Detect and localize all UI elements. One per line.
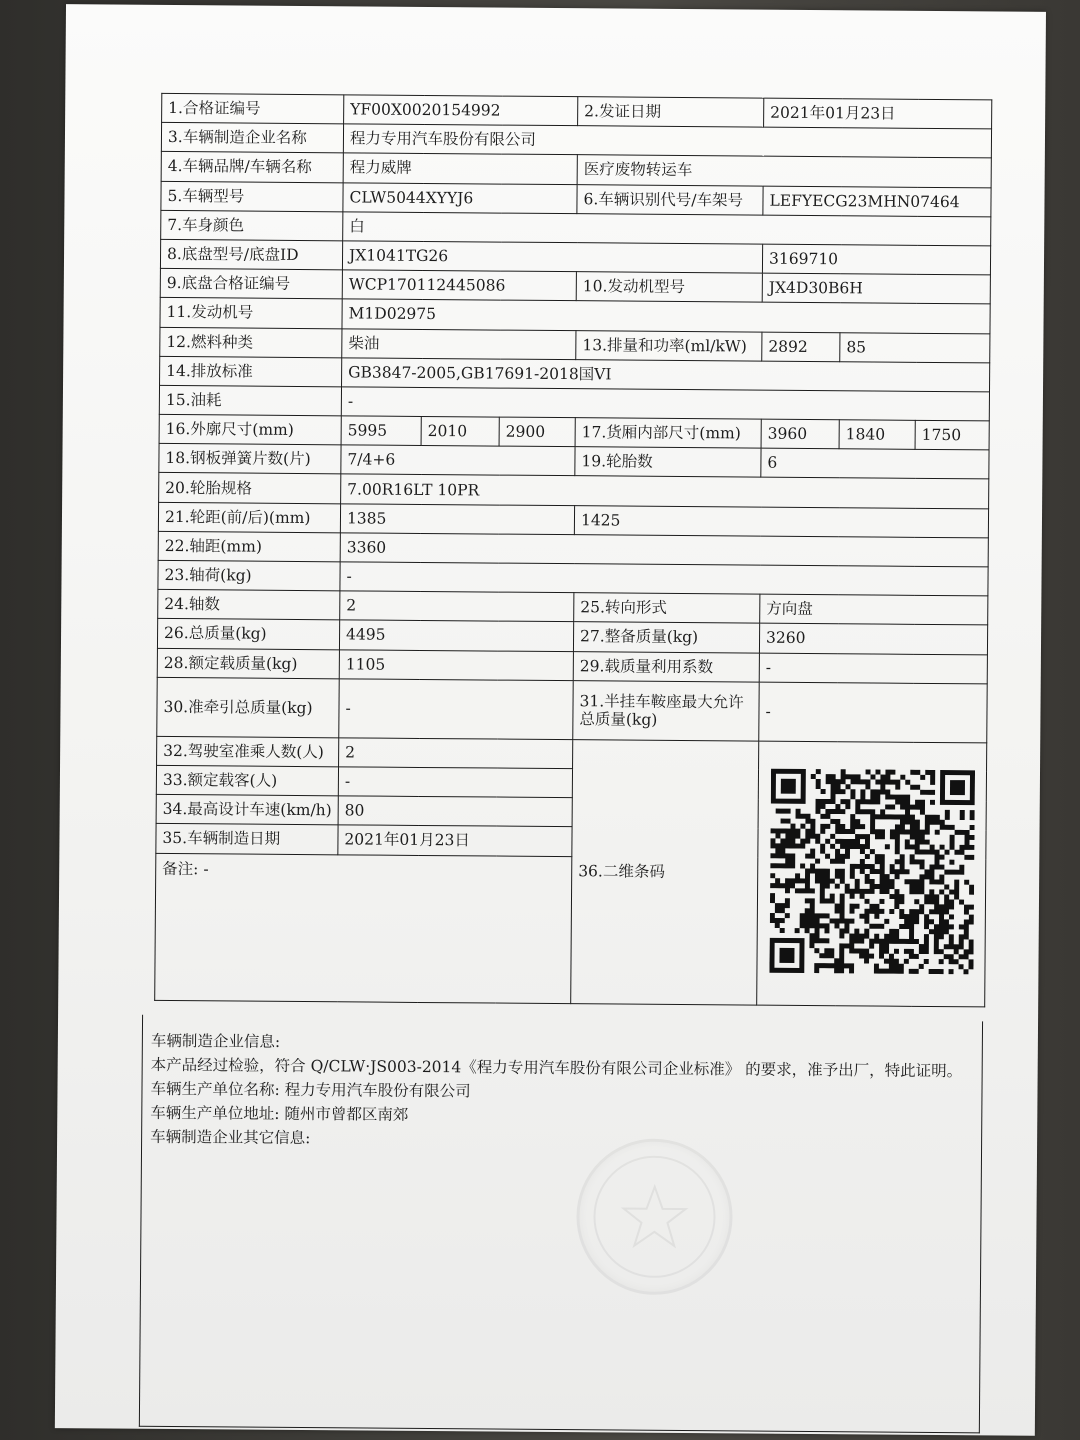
f29-value: - [759, 653, 987, 684]
f35-label: 35.车辆制造日期 [156, 824, 338, 855]
f15-label: 15.油耗 [159, 385, 341, 416]
f34-label: 34.最高设计车速(km/h) [156, 795, 338, 826]
f14-value: GB3847-2005,GB17691-2018国VI [342, 358, 990, 392]
f18-value: 7/4+6 [341, 445, 575, 476]
f2-value: 2021年01月23日 [764, 98, 992, 129]
f27-label: 27.整备质量(kg) [573, 622, 759, 653]
f17-label: 17.货厢内部尺寸(mm) [575, 418, 761, 449]
f17-width: 1840 [839, 420, 915, 450]
f6-value: LEFYECG23MHN07464 [763, 186, 991, 217]
f8-label: 8.底盘型号/底盘ID [160, 239, 342, 270]
f34-value: 80 [338, 796, 572, 827]
seal-star-icon [579, 1141, 730, 1292]
f28-label: 28.额定载质量(kg) [157, 648, 339, 679]
f32-value: 2 [339, 738, 573, 769]
remark: 备注: - [155, 853, 572, 1003]
f26-label: 26.总质量(kg) [157, 619, 339, 650]
row-30 [157, 677, 987, 743]
f29-label: 29.载质量利用系数 [573, 651, 759, 682]
certificate-table [154, 93, 992, 1007]
f30-label: 30.准牵引总质量(kg) [157, 677, 339, 737]
manufacturer-info-box [139, 1015, 983, 1434]
f12-value: 柴油 [342, 328, 576, 359]
f33-value: - [338, 767, 572, 798]
f8-id: 3169710 [762, 244, 990, 275]
f28-value: 1105 [339, 649, 573, 680]
certificate-table-area [154, 93, 991, 1017]
f19-label: 19.轮胎数 [575, 447, 761, 478]
f30-value: - [339, 679, 573, 740]
qr-code-cell [757, 741, 987, 1007]
f16-label: 16.外廓尺寸(mm) [159, 414, 341, 445]
f6-label: 6.车辆识别代号/车架号 [577, 184, 763, 215]
f12-label: 12.燃料种类 [160, 327, 342, 358]
f13-power: 85 [840, 332, 990, 362]
f25-value: 方向盘 [760, 594, 988, 625]
info-heading: 车辆制造企业信息: [150, 1031, 281, 1051]
f31-value: - [759, 682, 987, 743]
f1-label: 1.合格证编号 [162, 93, 344, 124]
f22-label: 22.轴距(mm) [158, 531, 340, 562]
f17-length: 3960 [761, 419, 839, 449]
f13-label: 13.排量和功率(ml/kW) [576, 330, 762, 361]
f9-label: 9.底盘合格证编号 [160, 269, 342, 300]
f13-displacement: 2892 [762, 332, 840, 362]
f33-label: 33.额定载客(人) [156, 765, 338, 796]
certificate-paper [55, 4, 1046, 1436]
f16-length: 5995 [341, 416, 421, 446]
f11-label: 11.发动机号 [160, 298, 342, 329]
f22-value: 3360 [340, 533, 988, 567]
f10-value: JX4D30B6H [762, 273, 990, 304]
f2-label: 2.发证日期 [578, 97, 764, 128]
f23-value: - [340, 562, 988, 596]
f14-label: 14.排放标准 [160, 356, 342, 387]
info-statement: 本产品经过检验，符合 Q/CLW·JS003-2014《程力专用汽车股份有限公司企业标准》 的要求，准予出厂，特此证明。 [150, 1055, 963, 1081]
f21-front: 1385 [340, 503, 574, 534]
f9-value: WCP170112445086 [342, 270, 576, 301]
f35-value: 2021年01月23日 [338, 825, 572, 856]
f5-value: CLW5044XYYJ6 [343, 182, 577, 213]
f7-label: 7.车身颜色 [161, 210, 343, 241]
f20-value: 7.00R16LT 10PR [341, 474, 989, 508]
f32-label: 32.驾驶室准乘人数(人) [157, 736, 339, 767]
f27-value: 3260 [759, 623, 987, 654]
f24-label: 24.轴数 [158, 590, 340, 621]
f19-value: 6 [761, 448, 989, 479]
f4-name: 医疗废物转运车 [577, 155, 991, 187]
f1-value: YF00X0020154992 [344, 95, 578, 126]
f18-label: 18.钢板弹簧片数(片) [159, 444, 341, 475]
f5-label: 5.车辆型号 [161, 181, 343, 212]
f23-label: 23.轴荷(kg) [158, 560, 340, 591]
qr-code-image [769, 768, 975, 976]
f4-brand: 程力威牌 [343, 153, 577, 184]
info-unit-address: 车辆生产单位地址: 随州市曾都区南郊 [150, 1103, 409, 1124]
f26-value: 4495 [339, 620, 573, 651]
f36-label: 36.二维条码 [571, 739, 759, 1004]
f3-value: 程力专用汽车股份有限公司 [343, 124, 991, 158]
f7-value: 白 [343, 212, 991, 246]
info-unit-name: 车辆生产单位名称: 程力专用汽车股份有限公司 [150, 1079, 471, 1101]
f15-value: - [341, 387, 989, 421]
f11-value: M1D02975 [342, 299, 990, 333]
f17-height: 1750 [915, 420, 989, 450]
f16-height: 2900 [499, 417, 575, 447]
embossed-seal [576, 1138, 733, 1295]
f24-value: 2 [340, 591, 574, 622]
f16-width: 2010 [421, 417, 499, 447]
f21-rear: 1425 [574, 505, 988, 537]
f3-label: 3.车辆制造企业名称 [161, 123, 343, 154]
f10-label: 10.发动机型号 [576, 272, 762, 303]
f4-label: 4.车辆品牌/车辆名称 [161, 152, 343, 183]
info-other: 车辆制造企业其它信息: [150, 1127, 311, 1148]
f31-label: 31.半挂车鞍座最大允许总质量(kg) [573, 680, 759, 740]
f25-label: 25.转向形式 [574, 593, 760, 624]
f21-label: 21.轮距(前/后)(mm) [158, 502, 340, 533]
f8-model: JX1041TG26 [342, 241, 762, 273]
f20-label: 20.轮胎规格 [159, 473, 341, 504]
